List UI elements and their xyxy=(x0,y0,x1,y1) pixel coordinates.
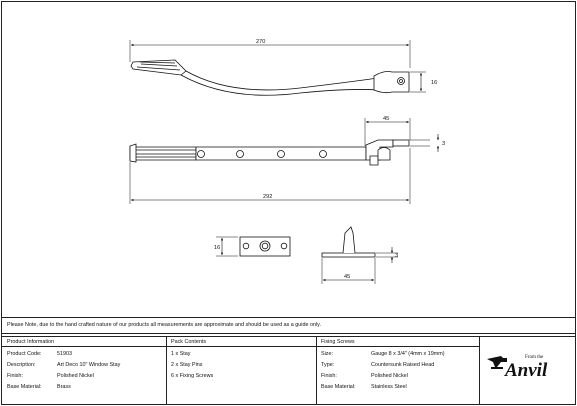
stay-side-view xyxy=(130,118,438,204)
pack-item: 1 x Stay xyxy=(171,351,191,357)
screw-material-label: Base Material: xyxy=(321,384,356,390)
anvil-icon xyxy=(487,356,507,369)
screw-type-label: Type: xyxy=(321,362,335,368)
finish-value: Polished Nickel xyxy=(57,373,94,379)
screw-type-value: Countersunk Raised Head xyxy=(371,362,435,368)
base-material-label: Base Material: xyxy=(7,384,42,390)
pack-item: 2 x Stay Pins xyxy=(171,362,203,368)
description-value: Art Deco 10" Window Stay xyxy=(57,362,121,368)
dim-overall-length-bottom: 292 xyxy=(263,194,273,200)
product-information-title: Product Information xyxy=(7,339,55,345)
measurement-notice: Please Note, due to the hand crafted nature of our products all measurements are approximate and should be used as a guide only. xyxy=(7,322,321,328)
logo-small-text: From the xyxy=(525,355,544,360)
screw-size-value: Gauge 8 x 3/4" (4mm x 19mm) xyxy=(371,351,445,357)
screw-size-label: Size: xyxy=(321,351,333,357)
dim-pin-height: 3 xyxy=(395,253,399,259)
screw-finish-label: Finish: xyxy=(321,373,337,379)
dim-depth-top: 16 xyxy=(431,80,438,86)
pack-item: 6 x Fixing Screws xyxy=(171,373,214,379)
divider-notice-bottom xyxy=(1,333,576,334)
pack-contents-title: Pack Contents xyxy=(171,339,207,345)
pin-plate-side-view xyxy=(322,227,398,284)
dim-overall-length-top: 270 xyxy=(256,39,266,45)
fixing-screws-title: Fixing Screws xyxy=(321,339,355,345)
divider-header xyxy=(1,346,479,347)
stay-top-view xyxy=(130,40,426,95)
product-code-label: Product Code: xyxy=(7,351,42,357)
dim-pin-plate-width: 45 xyxy=(344,274,351,280)
column-divider xyxy=(479,336,480,405)
divider-table-top xyxy=(1,336,576,337)
finish-label: Finish: xyxy=(7,373,23,379)
screw-finish-value: Polished Nickel xyxy=(371,373,408,379)
pin-plate-front-view xyxy=(216,237,290,256)
base-material-value: Brass xyxy=(57,384,71,390)
dim-pin-offset: 45 xyxy=(383,116,390,122)
anvil-logo xyxy=(485,346,573,386)
dim-plate-height: 16 xyxy=(214,245,221,251)
divider-notice-top xyxy=(1,317,576,318)
logo-brand: Anvil xyxy=(505,360,548,381)
description-label: Description: xyxy=(7,362,36,368)
product-code-value: 51903 xyxy=(57,351,72,357)
screw-material-value: Stainless Steel xyxy=(371,384,407,390)
dim-side-thickness: 3 xyxy=(442,141,446,147)
